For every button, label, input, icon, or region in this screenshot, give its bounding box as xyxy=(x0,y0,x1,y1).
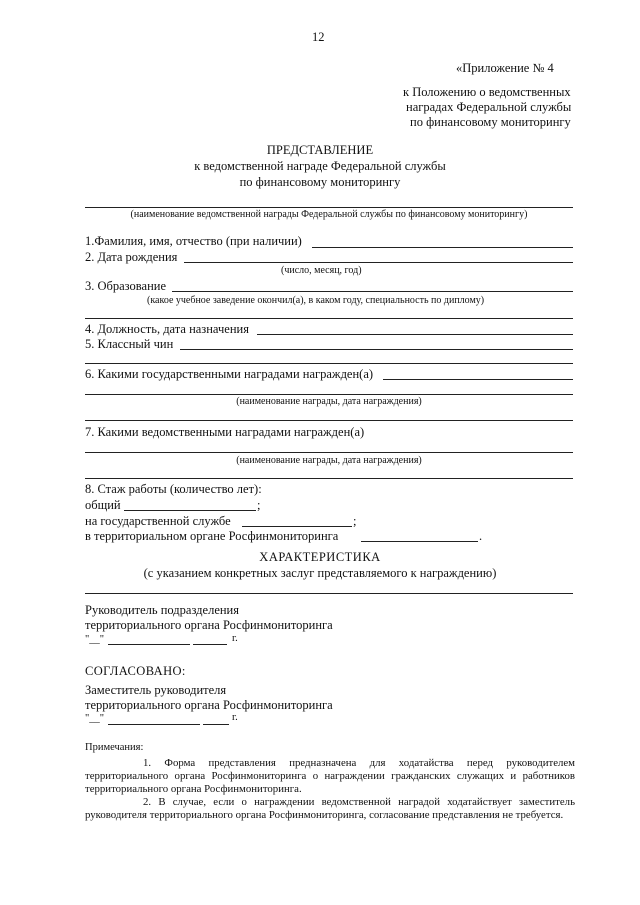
note-2: 2. В случае, если о награждении ведомственной наградой ходатайствует заместитель руководителя территориального органа Росфинмониторинга, согласование представления не требуется. xyxy=(85,796,575,821)
award-name-line xyxy=(85,207,573,208)
field-class-rank-line[interactable] xyxy=(180,349,573,350)
head-signature-month-line[interactable] xyxy=(108,644,190,645)
head-signature-year-line[interactable] xyxy=(193,644,227,645)
note-1: 1. Форма представления предназначена для ходатайства перед руководителем территориального органа Росфинмониторинга о награждении гражданских служащих и работников территориального органа Росфинмониторинга. xyxy=(85,757,575,795)
field-dept-awards-line[interactable] xyxy=(85,452,573,453)
field-experience-territorial-line[interactable] xyxy=(361,541,478,542)
approved-month-line[interactable] xyxy=(108,724,200,725)
head-signature-line-1: Руководитель подразделения xyxy=(85,603,239,617)
document-subtitle-2: по финансовому мониторингу xyxy=(239,175,401,189)
appendix-line-1: «Приложение № 4 xyxy=(456,61,554,75)
field-position-line[interactable] xyxy=(257,334,573,335)
field-class-rank-line-2[interactable] xyxy=(85,363,573,364)
field-dept-awards-caption: (наименование награды, дата награждения) xyxy=(236,455,422,466)
field-birth-date-caption: (число, месяц, год) xyxy=(281,265,362,276)
document-subtitle-1: к ведомственной награде Федеральной службы xyxy=(194,159,446,173)
appendix-line-3: наградах Федеральной службы xyxy=(406,100,572,114)
field-birth-date-line[interactable] xyxy=(184,262,573,263)
field-experience-total-line[interactable] xyxy=(124,510,256,511)
period-end: . xyxy=(479,529,483,543)
head-signature-date-prefix: "__" xyxy=(85,634,105,645)
field-state-awards-line[interactable] xyxy=(383,379,573,380)
field-experience-total-label: общий xyxy=(85,498,121,512)
head-signature-line-2: территориального органа Росфинмониторинга xyxy=(85,618,333,632)
notes-title: Примечания: xyxy=(85,742,144,753)
field-class-rank-label: 5. Классный чин xyxy=(85,337,174,351)
field-education-caption: (какое учебное заведение окончил(а), в каком году, специальность по диплому) xyxy=(147,295,485,306)
field-full-name-label: 1.Фамилия, имя, отчество (при наличии) xyxy=(85,234,302,248)
approved-year-suffix: г. xyxy=(232,712,238,723)
characteristic-subtitle: (с указанием конкретных заслуг представляемого к награждению) xyxy=(143,566,497,580)
field-dept-awards-line-2[interactable] xyxy=(85,478,573,479)
page-number: 12 xyxy=(312,30,325,44)
approved-line-2: территориального органа Росфинмониторинга xyxy=(85,698,333,712)
approved-line-1: Заместитель руководителя xyxy=(85,683,227,697)
field-experience-territorial-label: в территориальном органе Росфинмониторинга xyxy=(85,529,339,543)
approved-date-prefix: "__" xyxy=(85,713,105,724)
field-experience-label: 8. Стаж работы (количество лет): xyxy=(85,482,262,496)
field-experience-state-line[interactable] xyxy=(242,526,352,527)
semicolon-1: ; xyxy=(257,498,261,512)
head-signature-year-suffix: г. xyxy=(232,633,238,644)
approved-title: СОГЛАСОВАНО: xyxy=(85,664,186,678)
field-dept-awards-label: 7. Какими ведомственными наградами награжден(а) xyxy=(85,425,365,439)
approved-year-line[interactable] xyxy=(203,724,229,725)
document-title: ПРЕДСТАВЛЕНИЕ xyxy=(266,143,374,157)
characteristic-line[interactable] xyxy=(85,593,573,594)
field-full-name-line[interactable] xyxy=(312,247,573,248)
semicolon-2: ; xyxy=(353,514,357,528)
award-name-caption: (наименование ведомственной награды Федеральной службы по финансовому мониторингу) xyxy=(130,209,528,220)
field-education-label: 3. Образование xyxy=(85,279,167,293)
field-state-awards-line-3[interactable] xyxy=(85,420,573,421)
characteristic-title: ХАРАКТЕРИСТИКА xyxy=(259,550,381,564)
appendix-line-2: к Положению о ведомственных xyxy=(403,85,571,99)
field-education-line-2[interactable] xyxy=(85,318,573,319)
field-position-label: 4. Должность, дата назначения xyxy=(85,322,249,336)
appendix-line-4: по финансовому мониторингу xyxy=(410,115,571,129)
field-education-line[interactable] xyxy=(172,291,573,292)
field-experience-state-label: на государственной службе xyxy=(85,514,231,528)
field-birth-date-label: 2. Дата рождения xyxy=(85,250,178,264)
field-state-awards-label: 6. Какими государственными наградами награжден(а) xyxy=(85,367,374,381)
field-state-awards-caption: (наименование награды, дата награждения) xyxy=(236,396,422,407)
field-state-awards-line-2[interactable] xyxy=(85,394,573,395)
